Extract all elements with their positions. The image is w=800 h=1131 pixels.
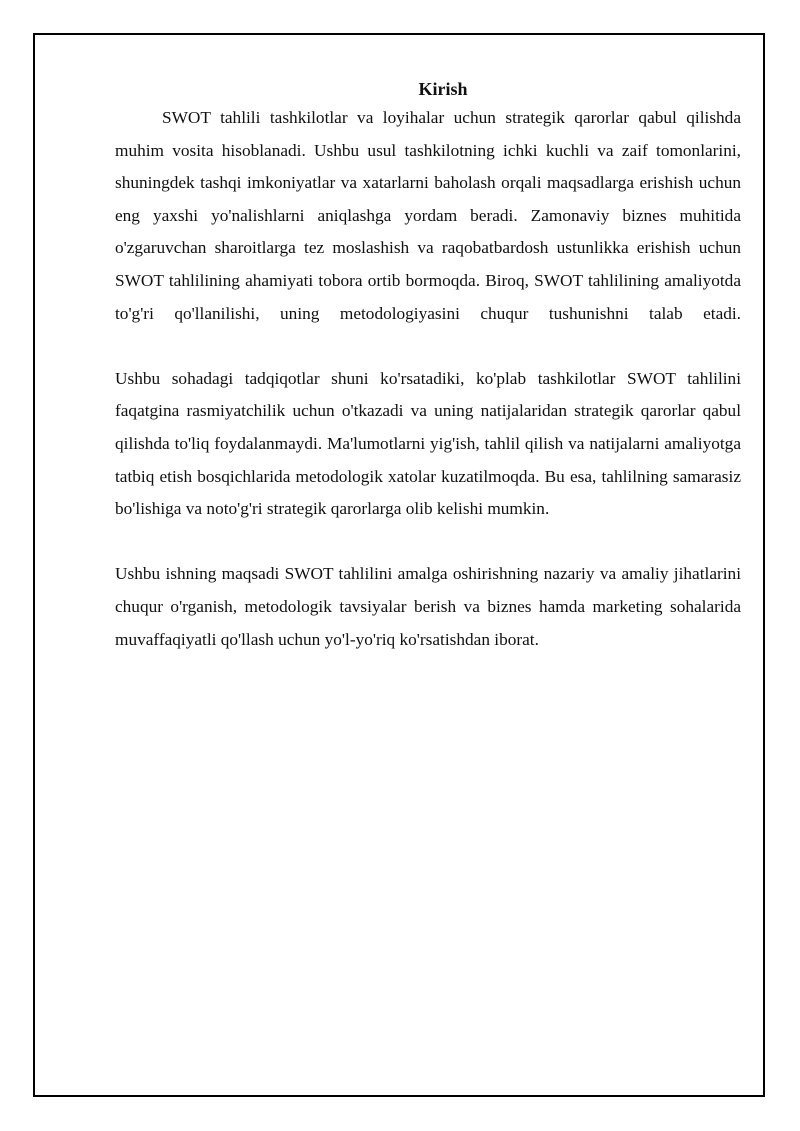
document-title: Kirish [418, 79, 468, 99]
document-body [115, 76, 741, 656]
paragraph-spacer [115, 330, 741, 363]
goal-paragraph: Ushbu ishning maqsadi SWOT tahlilini amalga oshirishning nazariy va amaliy jihatlarini chuqur o'rganish, metodologik tavsiyalar berish va biznes hamda marketing sohalarida muvaffaqiyatli qo'llash uchun yo'l-yo'riq ko'rsatishdan iborat. [115, 564, 741, 649]
intro-paragraph: SWOT tahlili tashkilotlar va loyihalar uchun strategik qarorlar qabul qilishda muhim vosita hisoblanadi. Ushbu usul tashkilotning ichki kuchli va zaif tomonlarini, shuningdek tashqi imkoniyatlar va xatarlarni baholash orqali maqsadlarga erishish uchun eng yaxshi yo'nalishlarni aniqlashga yordam beradi. Zamonaviy biznes muhitida o'zgaruvchan sharoitlarga tez moslashish va raqobatbardosh ustunlikka erishish uchun SWOT tahlilining ahamiyati tobora ortib bormoqda. Biroq, SWOT tahlilining amaliyotda to'g'ri qo'llanilishi, uning metodologiyasini chuqur tushunishni talab etadi. [115, 108, 741, 323]
research-paragraph: Ushbu sohadagi tadqiqotlar shuni ko'rsatadiki, ko'plab tashkilotlar SWOT tahlilini faqatgina rasmiyatchilik uchun o'tkazadi va uning natijalaridan strategik qarorlar qabul qilishda to'liq foydalanmaydi. Ma'lumotlarni yig'ish, tahlil qilish va natijalarni amaliyotga tatbiq etish bosqichlarida metodologik xatolar kuzatilmoqda. Bu esa, tahlilning samarasiz bo'lishiga va noto'g'ri strategik qarorlarga olib kelishi mumkin. [115, 368, 741, 519]
paragraph-spacer [115, 526, 741, 559]
